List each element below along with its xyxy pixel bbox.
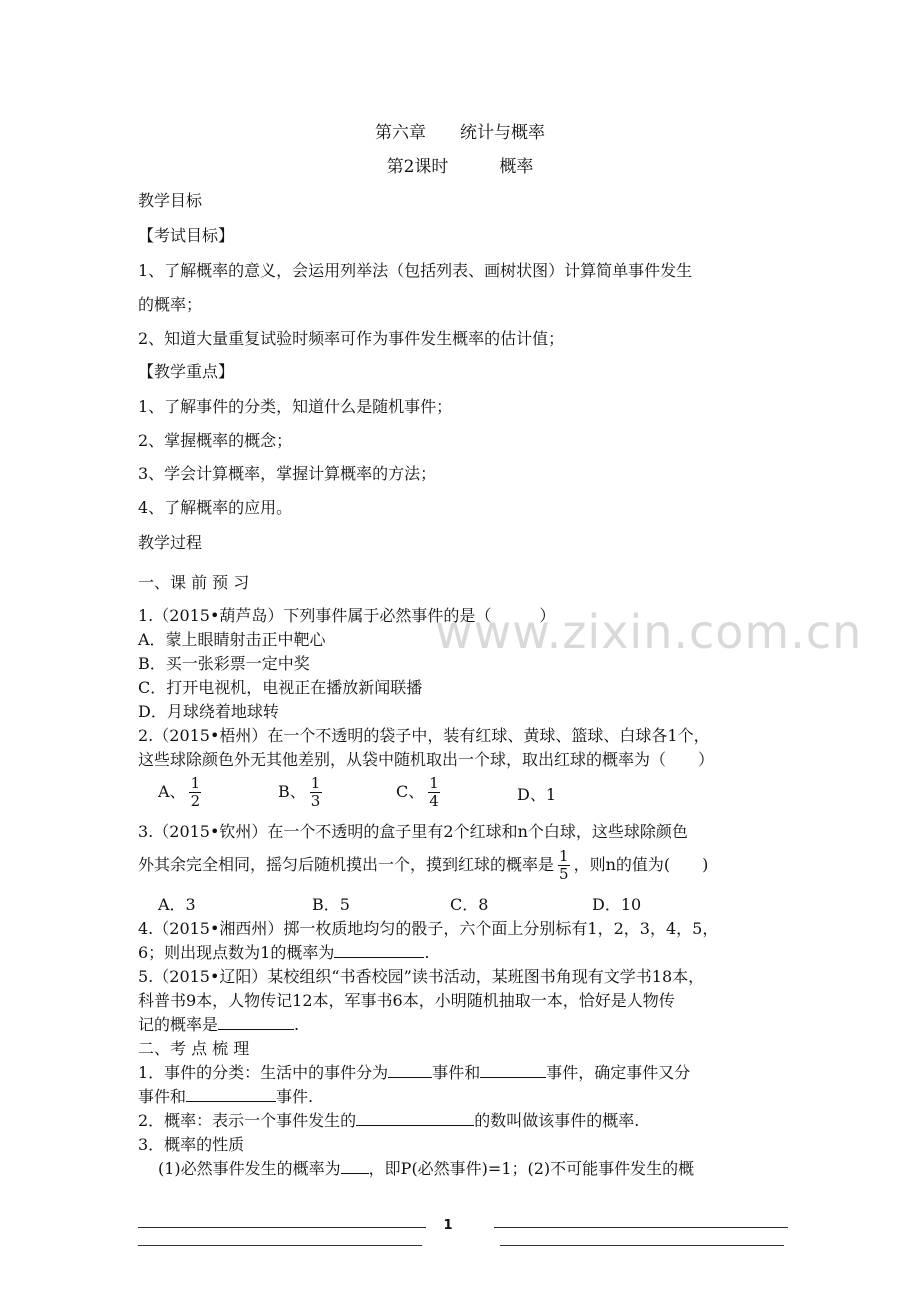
answer-blank[interactable]: [480, 1063, 546, 1078]
section-review-heading: 二、考 点 梳 理: [138, 1039, 250, 1058]
answer-blank[interactable]: [334, 943, 424, 958]
question-2-option-c: C、 $\frac{1}{4}$: [396, 774, 439, 810]
question-2-option-d: D、1: [517, 785, 557, 804]
answer-blank[interactable]: [218, 1015, 294, 1030]
fraction: $\frac{1}{5}$: [559, 847, 569, 883]
exam-goal-2: 2、知道大量重复试验时频率可作为事件发生概率的估计值；: [138, 329, 565, 348]
answer-blank[interactable]: [186, 1087, 276, 1102]
question-5-cont: 科普书9本，人物传记12本，军事书6本，小明随机抽取一本，恰好是人物传: [138, 991, 675, 1010]
key-point-1: 1、了解事件的分类，知道什么是随机事件；: [138, 397, 453, 416]
question-1-option-a: A．蒙上眼睛射击正中靶心: [138, 630, 326, 649]
watermark: www.zixin.com.cn: [435, 605, 863, 659]
page-number: 1: [443, 1218, 453, 1233]
answer-blank[interactable]: [341, 1159, 369, 1174]
fraction: $\frac{1}{3}$: [310, 774, 321, 810]
question-2: 2.（2015•梧州）在一个不透明的袋子中，装有红球、黄球、篮球、白球各1个，: [138, 726, 710, 745]
key-point-4: 4、了解概率的应用。: [138, 498, 293, 517]
exam-goals-heading: 【考试目标】: [138, 226, 235, 245]
footer-rule-right: [494, 1227, 788, 1228]
answer-blank[interactable]: [356, 1111, 474, 1126]
goals-heading: 教学目标: [138, 191, 203, 210]
point-1: 1．事件的分类：生活中的事件分为 事件和 事件，确定事件又分: [138, 1063, 691, 1082]
chapter-title: 第六章 统计与概率: [375, 123, 545, 143]
point-3-item-1: (1)必然事件发生的概率为 ，即P(必然事件)=1；(2)不可能事件发生的概: [158, 1159, 695, 1178]
question-2-option-a: A、 $\frac{1}{2}$: [158, 774, 201, 810]
fraction: $\frac{1}{4}$: [429, 774, 439, 810]
section-preview-heading: 一、课 前 预 习: [138, 573, 250, 592]
fraction: $\frac{1}{2}$: [190, 774, 201, 810]
question-5: 5.（2015•辽阳）某校组织“书香校园”读书活动，某班图书角现有文学书18本，: [138, 967, 705, 986]
question-3-option-b: B．5: [312, 895, 350, 914]
question-1-option-b: B．买一张彩票一定中奖: [138, 654, 310, 673]
key-point-2: 2、掌握概率的概念；: [138, 431, 293, 450]
point-3: 3．概率的性质: [138, 1135, 245, 1154]
question-4: 4.（2015•湘西州）掷一枚质地均匀的骰子，六个面上分别标有1，2，3，4，5，: [138, 919, 719, 938]
answer-blank[interactable]: [388, 1063, 432, 1078]
question-2-option-b: B、 $\frac{1}{3}$: [278, 774, 321, 810]
exam-goal-1-cont: 的概率；: [138, 295, 203, 314]
question-1-option-d: D．月球绕着地球转: [138, 702, 279, 721]
question-2-cont: 这些球除颜色外无其他差别，从袋中随机取出一个球，取出红球的概率为（ ）: [138, 750, 715, 769]
question-3-cont: 外其余完全相同，摇匀后随机摸出一个，摸到红球的概率是 $\frac{1}{5}$ ，则n的值为( ): [138, 847, 709, 883]
question-3-option-d: D．10: [592, 895, 642, 914]
point-2: 2．概率：表示一个事件发生的 的数叫做该事件的概率.: [138, 1111, 640, 1130]
question-1-option-c: C．打开电视机，电视正在播放新闻联播: [138, 678, 423, 697]
key-point-3: 3、学会计算概率，掌握计算概率的方法；: [138, 464, 437, 483]
question-3: 3.（2015•钦州）在一个不透明的盒子里有2个红球和n个白球，这些球除颜色: [138, 822, 688, 841]
question-4-cont: 6；则出现点数为1的概率为 .: [138, 943, 430, 962]
exam-goal-1: 1、了解概率的意义，会运用列举法（包括列表、画树状图）计算简单事件发生: [138, 261, 693, 280]
process-heading: 教学过程: [138, 533, 203, 552]
footer-rule-left-lower: [138, 1245, 422, 1246]
footer-rule-left: [138, 1227, 426, 1228]
question-5-end: 记的概率是 .: [138, 1015, 300, 1034]
footer-rule-right-lower: [500, 1245, 784, 1246]
question-3-option-c: C．8: [450, 895, 489, 914]
question-1: 1.（2015•葫芦岛）下列事件属于必然事件的是（ ）: [138, 606, 556, 625]
point-1-cont: 事件和 事件.: [138, 1087, 314, 1106]
question-3-option-a: A．3: [158, 895, 196, 914]
lesson-title: 第2课时 概率: [386, 157, 534, 177]
key-points-heading: 【教学重点】: [138, 362, 235, 381]
